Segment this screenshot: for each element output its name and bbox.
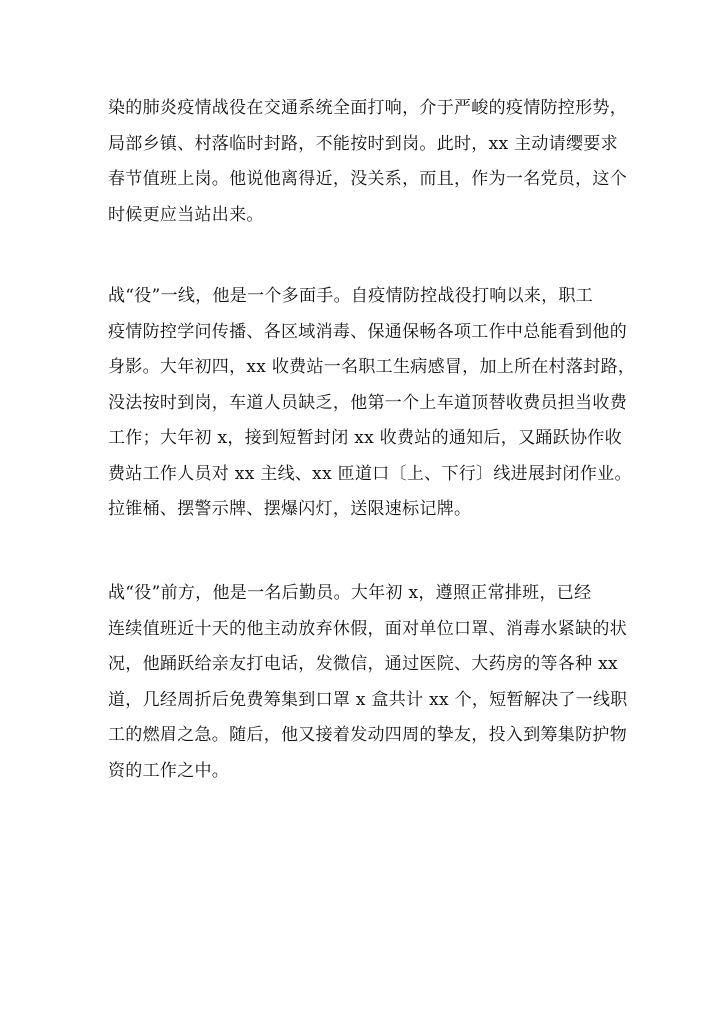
text-line: 费站工作人员对 xx 主线、xx 匝道口〔上、下行〕线进展封闭作业。 [108,463,632,484]
text-line: 道，几经周折后免费筹集到口罩 x 盒共计 xx 个，短暂解决了一线职 [108,689,628,710]
paragraph-2 [108,279,636,528]
paragraph-1 [108,91,628,233]
text-line: 战“役”前方，他是一名后勤员。大年初 x，遵照正常排班，已经 [108,583,592,603]
text-line: 春节值班上岗。他说他离得近，没关系，而且，作为一名党员，这个 [108,169,627,189]
text-line: 工的燃眉之急。随后，他又接着发动四周的挚友，投入到筹集防护物 [108,725,627,745]
text-line: 况，他踊跃给亲友打电话，发微信，通过医院、大药房的等各种 xx [108,654,618,674]
text-line: 疫情防控学问传播、各区域消毒、保通保畅各项工作中总能看到他的 [108,321,627,342]
text-line: 局部乡镇、村落临时封路，不能按时到岗。此时，xx 主动请缨要求 [108,133,618,154]
text-line: 工作；大年初 x，接到短暂封闭 xx 收费站的通知后，又踊跃协作收 [108,428,622,448]
paragraph-3 [108,576,628,789]
text-line: 没法按时到岗，车道人员缺乏，他第一个上车道顶替收费员担当收费 [108,392,627,413]
text-line: 资的工作之中。 [108,760,230,781]
text-line: 时候更应当站出来。 [108,204,264,225]
text-line: 战“役”一线，他是一个多面手。自疫情防控战役打响以来，职工 [108,286,594,306]
text-line: 连续值班近十天的他主动放弃休假，面对单位口罩、消毒水紧缺的状 [108,618,627,639]
text-line: 身影。大年初四，xx 收费站一名职工生病感冒，加上所在村落封路， [108,357,636,377]
text-line: 染的肺炎疫情战役在交通系统全面打响，介于严峻的疫情防控形势， [108,98,627,118]
text-line: 拉锥桶、摆警示牌、摆爆闪灯，送限速标记牌。 [108,499,472,519]
